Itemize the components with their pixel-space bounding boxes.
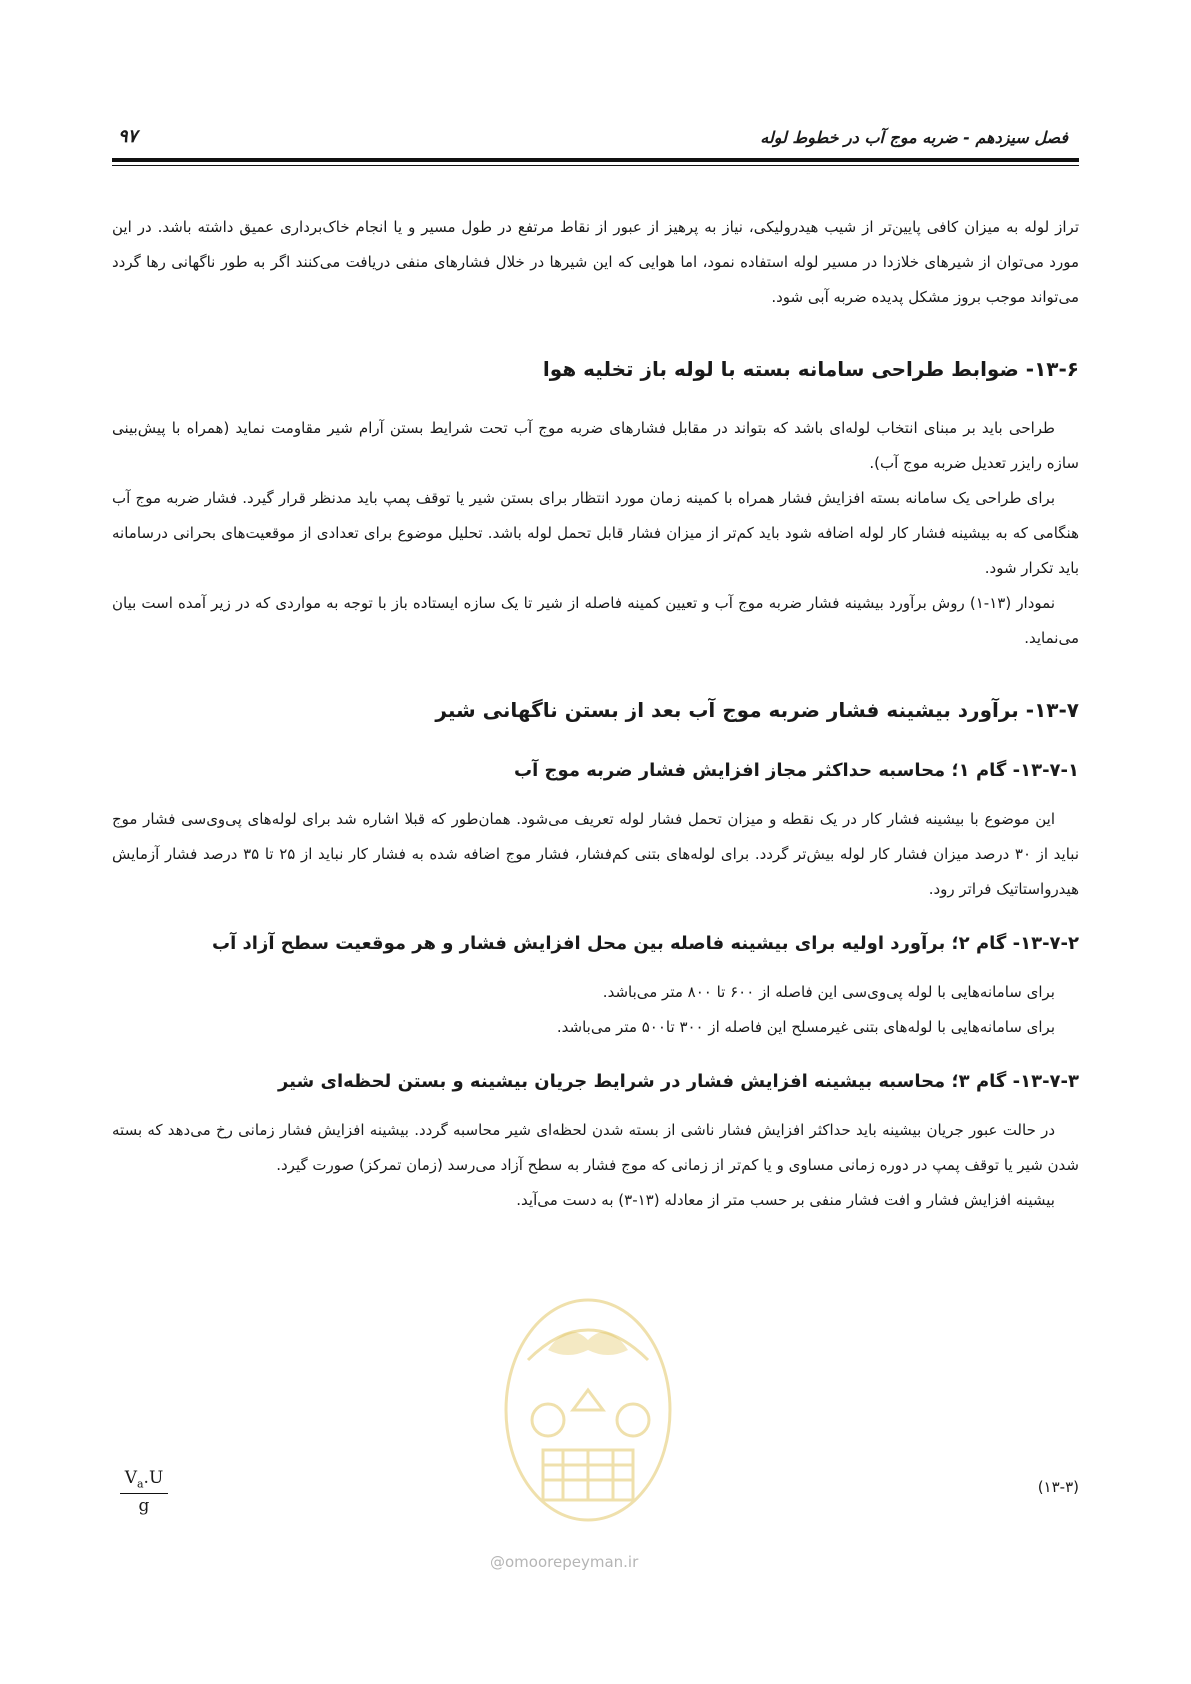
- page-number: ۹۷: [118, 126, 138, 147]
- paragraph-equation-intro: بیشینه افزایش فشار و افت فشار منفی بر حسب متر از معادله (۱۳-۳) به دست می‌آید.: [516, 1191, 1055, 1209]
- subsection-heading-13-7-1: ۱۳-۷-۱- گام ۱؛ محاسبه حداکثر مجاز افزایش فشار ضربه موج آب: [514, 760, 1079, 781]
- subsection-heading-13-7-2: ۱۳-۷-۲- گام ۲؛ برآورد اولیه برای بیشینه فاصله بین محل افزایش فشار و هر موقعیت سطح آزاد آب: [212, 933, 1079, 954]
- equation-number: (۱۳-۳): [1037, 1478, 1079, 1496]
- section-heading-13-7: ۱۳-۷- برآورد بیشینه فشار ضربه موج آب بعد از بستن ناگهانی شیر: [435, 698, 1079, 722]
- line-pvc-distance: برای سامانه‌هایی با لوله پی‌وی‌سی این فاصله از ۶۰۰ تا ۸۰۰ متر می‌باشد.: [602, 983, 1055, 1001]
- paragraph-step-1: این موضوع با بیشینه فشار کار در یک نقطه و میزان تحمل فشار لوله تعریف می‌شود. همان‌طور که قبلا اشاره شد برای لوله‌های پی‌وی‌سی فشار موج نباید از ۳۰ درصد میزان فشار کار لوله بیش‌تر گردد. برای لوله‌های بتنی کم‌فشار، فشار موج اضافه شده به فشار کار نباید از ۲۵ تا ۳۵ درصد فشار آزمایش هیدرواستاتیک فراتر رود.: [112, 810, 1080, 898]
- equation-numerator: $V_a.U$: [120, 1468, 168, 1494]
- line-concrete-distance: برای سامانه‌هایی با لوله‌های بتنی غیرمسلح این فاصله از ۳۰۰ تا۵۰۰ متر می‌باشد.: [556, 1018, 1055, 1036]
- chapter-header-title: فصل سیزدهم - ضربه موج آب در خطوط لوله: [760, 128, 1068, 147]
- watermark-seal-logo: [488, 1290, 688, 1550]
- paragraph-air-valves: تراز لوله به میزان کافی پایین‌تر از شیب هیدرولیکی، نیاز به پرهیز از عبور از نقاط مرتفع در طول مسیر و یا انجام خاک‌برداری عمیق داشته باشد. در این مورد می‌توان از شیرهای خلازدا در مسیر لوله استفاده نمود، اما هوایی که این شیرها در خلال فشارهای منفی دریافت می‌کنند اگر به طور ناگهانی رها گردد می‌تواند موجب بروز مشکل پدیده ضربه آبی شود.: [112, 218, 1079, 306]
- section-heading-13-6: ۱۳-۶- ضوابط طراحی سامانه بسته با لوله باز تخلیه هوا: [542, 357, 1079, 381]
- equation-denominator: g: [138, 1496, 150, 1517]
- paragraph-step-3: در حالت عبور جریان بیشینه باید حداکثر افزایش فشار ناشی از بسته شدن لحظه‌ای شیر محاسبه گردد. بیشینه افزایش فشار زمانی رخ می‌دهد که بسته شدن شیر یا توقف پمپ در دوره زمانی مساوی و یا کم‌تر از زمانی که موج فشار به سطح آزاد می‌رسد (زمان تمرکز) صورت گیرد.: [112, 1121, 1079, 1174]
- paragraph-closed-system: برای طراحی یک سامانه بسته افزایش فشار همراه با کمینه زمان مورد انتظار برای بستن شیر یا توقف پمپ باید مدنظر قرار گیرد. فشار ضربه موج آب هنگامی که به بیشینه فشار کار لوله اضافه شود باید کم‌تر از میزان فشار قابل تحمل لوله باشد. تحلیل موضوع برای تعدادی از موقعیت‌های بحرانی درسامانه باید تکرار شود.: [112, 489, 1079, 577]
- paragraph-diagram-method: نمودار (۱۳-۱) روش برآورد بیشینه فشار ضربه موج آب و تعیین کمینه فاصله از شیر تا یک سازه ایستاده باز با توجه به مواردی که در زیر آمده است بیان می‌نماید.: [112, 594, 1079, 647]
- header-thin-rule: [112, 165, 1079, 166]
- subsection-heading-13-7-3: ۱۳-۷-۳- گام ۳؛ محاسبه بیشینه افزایش فشار در شرایط جریان بیشینه و بستن لحظه‌ای شیر: [277, 1071, 1079, 1092]
- header-thick-rule: [112, 158, 1079, 162]
- page-content: [112, 210, 1079, 1218]
- paragraph-design-basis: طراحی باید بر مبنای انتخاب لوله‌ای باشد که بتواند در مقابل فشارهای ضربه موج آب تحت شرایط بستن آرام شیر مقاومت نماید (همراه با پیش‌بینی سازه رایزر تعدیل ضربه موج آب).: [112, 419, 1079, 472]
- watermark-url: @omoorepeyman.ir: [490, 1553, 639, 1571]
- equation-fraction: [120, 1468, 168, 1516]
